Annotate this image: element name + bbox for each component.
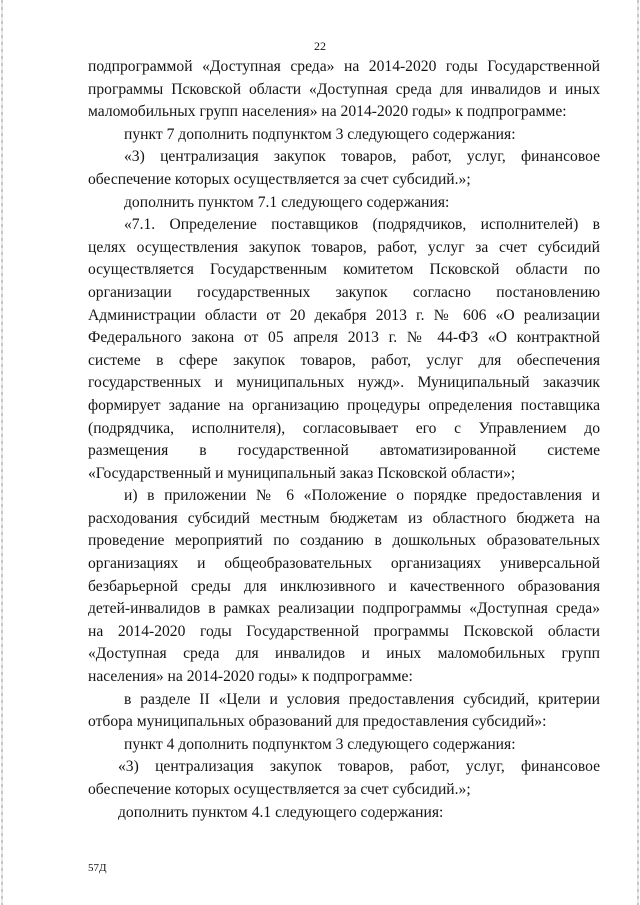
text-line: целях осуществления закупок товаров, работ, услуг за счет субсидий [88,238,600,256]
text-line: размещения в государственной автоматизированной системе [88,442,600,460]
text-line: организации государственных закупок согласно постановлению [88,283,600,301]
text-line: (подрядчика, исполнителя), согласовывает его с Управлением до [88,419,600,437]
text-line: программы Псковской области «Доступная среда для инвалидов и иных [88,80,600,98]
text-line: обеспечение которых осуществляется за счет субсидий.»; [88,781,471,798]
text-line: организациях и общеобразовательных организациях универсальной [88,555,600,573]
text-line: обеспечение которых осуществляется за счет субсидий.»; [88,170,471,188]
text-line: формирует задание на организацию процедуры определения поставщика [88,396,600,414]
text-line: и) в приложении № 6 «Положение о порядке предоставления и [124,487,600,505]
footer-document-code: 57Д [88,862,107,874]
text-line: «Государственный и муниципальный заказ Псковской области»; [88,464,516,482]
scan-edge-right [637,0,639,905]
text-line: системе в сфере закупок товаров, работ, услуг для обеспечения [88,351,600,369]
text-line: маломобильных групп населения» на 2014-2020 годы» к подпрограмме: [88,103,567,121]
text-line: «3) централизация закупок товаров, работ, услуг, финансовое [124,148,600,166]
text-line: дополнить пунктом 7.1 следующего содержания: [124,193,450,211]
text-line: Федерального закона от 05 апреля 2013 г. № 44-ФЗ «О контрактной [88,329,600,347]
page-number: 22 [314,39,326,53]
text-line: пункт 4 дополнить подпунктом 3 следующего содержания: [124,735,516,753]
text-line: отбора муниципальных образований для предоставления субсидий»: [88,713,547,731]
text-line: на 2014-2020 годы Государственной программы Псковской области [88,622,600,640]
text-line: Администрации области от 20 декабря 2013 г. № 606 «О реализации [88,306,600,324]
scan-edge-left [1,0,3,905]
text-line: проведение мероприятий по созданию в дошкольных образовательных [88,532,600,550]
text-line: «Доступная среда для инвалидов и иных маломобильных групп [88,645,600,663]
text-line: государственных и муниципальных нужд». Муниципальный заказчик [88,374,600,392]
text-line: детей-инвалидов в рамках реализации подпрограммы «Доступная среда» [88,600,600,618]
text-line: дополнить пунктом 4.1 следующего содержания: [118,803,444,821]
text-line: «7.1. Определение поставщиков (подрядчиков, исполнителей) в [124,216,600,234]
text-line: населения» на 2014-2020 годы» к подпрограмме: [88,668,413,686]
document-body [88,56,600,824]
text-line: подпрограммой «Доступная среда» на 2014-2020 годы Государственной [88,58,600,75]
text-line: расходования субсидий местным бюджетам из областного бюджета на [88,509,600,527]
text-line: осуществляется Государственным комитетом Псковской области по [88,261,600,279]
text-line: в разделе II «Цели и условия предоставления субсидий, критерии [124,690,600,708]
text-line: пункт 7 дополнить подпунктом 3 следующего содержания: [124,125,516,143]
text-line: «3) централизация закупок товаров, работ, услуг, финансовое [118,758,600,776]
text-line: безбарьерной среды для инклюзивного и качественного образования [88,577,600,595]
